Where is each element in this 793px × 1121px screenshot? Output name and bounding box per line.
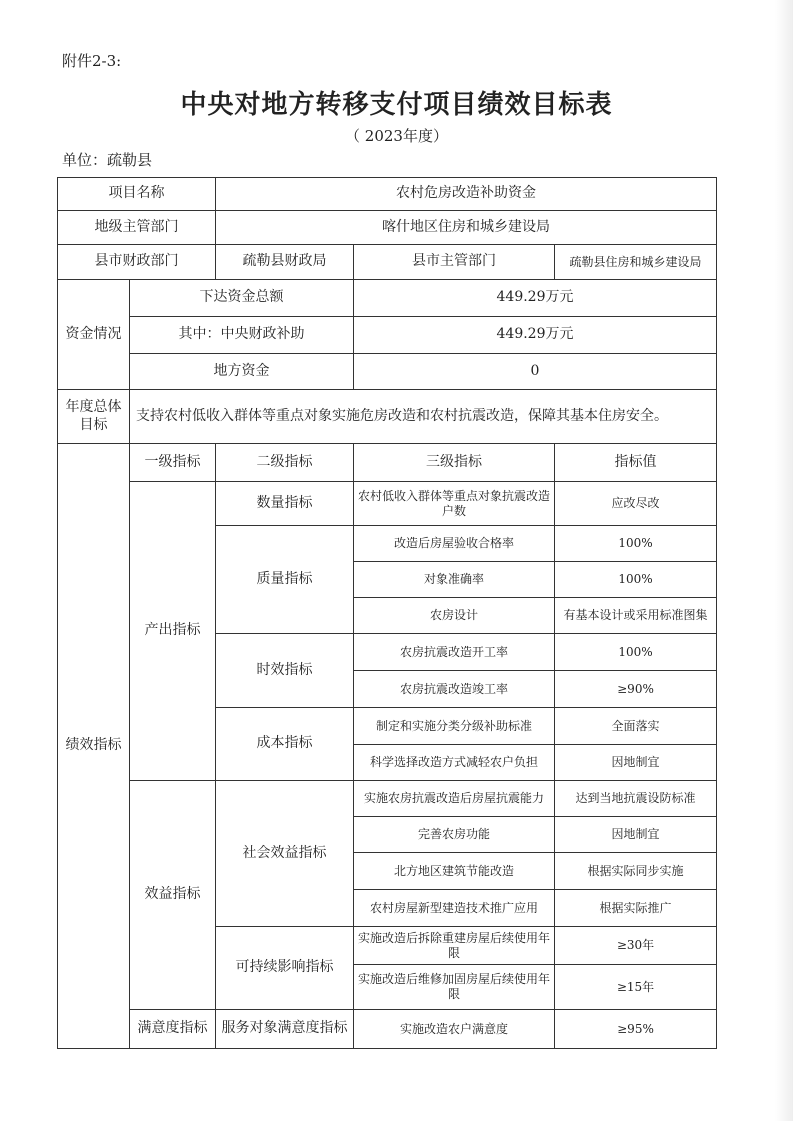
table-row (58, 178, 717, 211)
level3-value: ≥15年 (555, 965, 717, 1010)
table-row (58, 1010, 717, 1049)
level3-item: 改造后房屋验收合格率 (354, 526, 555, 562)
level3-item: 农房抗震改造开工率 (354, 634, 555, 671)
level3-item: 农村低收入群体等重点对象抗震改造户数 (354, 482, 555, 526)
level3-item: 实施农房抗震改造后房屋抗震能力 (354, 781, 555, 817)
level2-quality: 质量指标 (216, 526, 354, 634)
funds-central-label: 其中：中央财政补助 (130, 317, 354, 354)
level3-value: 应改尽改 (555, 482, 717, 526)
table-row (58, 390, 717, 444)
level3-item: 完善农房功能 (354, 817, 555, 853)
level3-item: 实施改造后维修加固房屋后续使用年限 (354, 965, 555, 1010)
annual-goal-text: 支持农村低收入群体等重点对象实施危房改造和农村抗震改造，保障其基本住房安全。 (130, 390, 717, 444)
project-name-label: 项目名称 (58, 178, 216, 211)
table-row (58, 317, 717, 354)
county-finance-value: 疏勒县财政局 (216, 245, 354, 280)
prefecture-dept-label: 地级主管部门 (58, 211, 216, 245)
level3-value: ≥95% (555, 1010, 717, 1049)
funds-central-value: 449.29万元 (354, 317, 717, 354)
table-row (58, 211, 717, 245)
unit-label: 单位：疏勒县 (62, 151, 153, 169)
header-value: 指标值 (555, 444, 717, 482)
funds-label: 资金情况 (58, 280, 130, 390)
header-level1: 一级指标 (130, 444, 216, 482)
county-finance-label: 县市财政部门 (58, 245, 216, 280)
county-dept-label: 县市主管部门 (354, 245, 555, 280)
level3-value: 根据实际同步实施 (555, 853, 717, 890)
level3-item: 实施改造后拆除重建房屋后续使用年限 (354, 927, 555, 965)
level3-value: 有基本设计或采用标准图集 (555, 598, 717, 634)
table-row (58, 245, 717, 280)
funds-total-value: 449.29万元 (354, 280, 717, 317)
annual-goal-label: 年度总体目标 (58, 390, 130, 444)
indicators-label: 绩效指标 (58, 444, 130, 1049)
level3-item: 农村房屋新型建造技术推广应用 (354, 890, 555, 927)
level3-value: ≥30年 (555, 927, 717, 965)
page-title: 中央对地方转移支付项目绩效目标表 (180, 90, 613, 120)
header-level2: 二级指标 (216, 444, 354, 482)
level1-output: 产出指标 (130, 482, 216, 781)
header-level3: 三级指标 (354, 444, 555, 482)
scan-edge-shadow (775, 0, 793, 1121)
level2-quantity: 数量指标 (216, 482, 354, 526)
level3-item: 制定和实施分类分级补助标准 (354, 708, 555, 745)
county-dept-value: 疏勒县住房和城乡建设局 (555, 245, 717, 280)
table-row (58, 444, 717, 482)
year-label: （ 2023年度） (345, 127, 448, 145)
table-row (58, 354, 717, 390)
level3-value: 100% (555, 634, 717, 671)
level2-sustainable: 可持续影响指标 (216, 927, 354, 1010)
level3-value: 因地制宜 (555, 745, 717, 781)
table-row (58, 482, 717, 526)
level3-item: 农房抗震改造竣工率 (354, 671, 555, 708)
level3-item: 北方地区建筑节能改造 (354, 853, 555, 890)
funds-total-label: 下达资金总额 (130, 280, 354, 317)
level3-value: 100% (555, 526, 717, 562)
project-name-value: 农村危房改造补助资金 (216, 178, 717, 211)
funds-local-value: 0 (354, 354, 717, 390)
level1-satisfaction: 满意度指标 (130, 1010, 216, 1049)
prefecture-dept-value: 喀什地区住房和城乡建设局 (216, 211, 717, 245)
table-row (58, 781, 717, 817)
level3-item: 科学选择改造方式减轻农户负担 (354, 745, 555, 781)
level3-value: 100% (555, 562, 717, 598)
level1-benefit: 效益指标 (130, 781, 216, 1010)
level3-item: 对象准确率 (354, 562, 555, 598)
attachment-label: 附件2-3: (62, 52, 122, 70)
level3-item: 农房设计 (354, 598, 555, 634)
level3-value: ≥90% (555, 671, 717, 708)
level3-value: 因地制宜 (555, 817, 717, 853)
table-row (58, 280, 717, 317)
level2-social: 社会效益指标 (216, 781, 354, 927)
level3-item: 实施改造农户满意度 (354, 1010, 555, 1049)
performance-target-table (57, 177, 717, 1049)
level3-value: 达到当地抗震设防标准 (555, 781, 717, 817)
funds-local-label: 地方资金 (130, 354, 354, 390)
level2-timeliness: 时效指标 (216, 634, 354, 708)
level3-value: 根据实际推广 (555, 890, 717, 927)
level2-service: 服务对象满意度指标 (216, 1010, 354, 1049)
level3-value: 全面落实 (555, 708, 717, 745)
level2-cost: 成本指标 (216, 708, 354, 781)
